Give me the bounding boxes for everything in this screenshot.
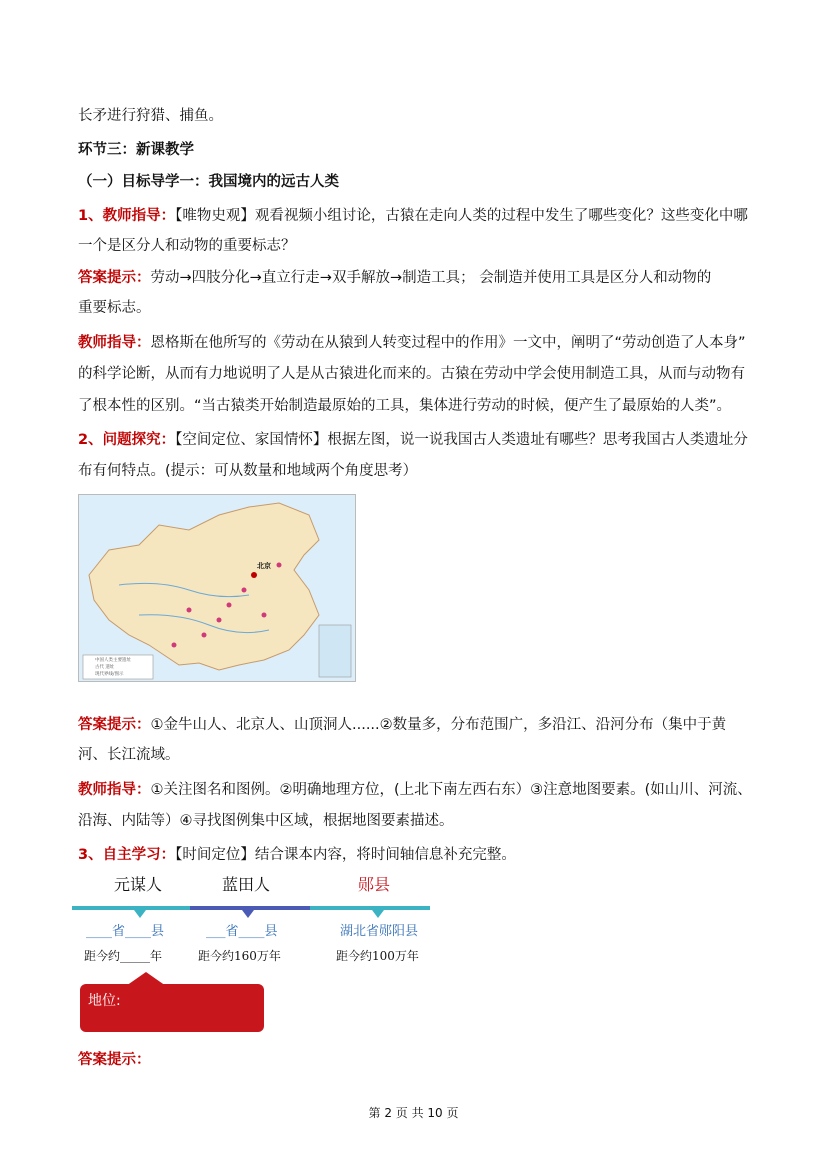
map-site <box>251 572 257 578</box>
timeline-location: 湖北省郧阳县 <box>340 924 419 939</box>
text-line: 沿海、内陆等）④寻找图例集中区域，根据地图要素描述。 <box>78 813 454 829</box>
map-site <box>217 618 222 623</box>
text: 【时间定位】结合课本内容，将时间轴信息补充完整。 <box>175 847 516 863</box>
timeline-label: 蓝田人 <box>222 875 271 894</box>
text-line <box>78 845 516 865</box>
text-line <box>78 780 752 800</box>
text-line <box>78 333 746 353</box>
label: 答案提示： <box>78 717 151 733</box>
text-line <box>78 1050 151 1070</box>
timeline-location: ___省____县 <box>206 924 278 939</box>
map-legend-item: 中国人类主要遗址 <box>95 658 131 663</box>
timeline-date: 距今约_____年 <box>84 949 163 963</box>
map-site <box>227 603 232 608</box>
text: 【空间定位、家国情怀】根据左图，说一说我国古人类遗址有哪些？思考我国古人类遗址分 <box>175 432 748 448</box>
map-site <box>172 643 177 648</box>
label: 2、问题探究： <box>78 432 176 448</box>
text: 【唯物史观】观看视频小组讨论，古猿在走向人类的过程中发生了哪些变化？这些变化中哪 <box>175 208 748 224</box>
text-line <box>78 430 748 450</box>
label: 教师指导： <box>78 782 151 798</box>
china-map <box>78 494 356 682</box>
map-site <box>262 613 267 618</box>
page-footer: 第 2 页 共 10 页 <box>368 1106 459 1120</box>
timeline-marker <box>372 910 384 918</box>
text-line: 布有何特点。(提示：可从数量和地域两个角度思考） <box>78 463 418 479</box>
timeline-marker <box>134 910 146 918</box>
text-line: 长矛进行狩猎、捕鱼。 <box>78 108 223 124</box>
map-capital-label: 北京 <box>257 562 271 570</box>
text: 恩格斯在他所写的《劳动在从猿到人转变过程中的作用》一文中，阐明了“劳动创造了人本身” <box>150 335 746 351</box>
text-line: 重要标志。 <box>78 300 151 316</box>
section-heading: 环节三：新课教学 <box>78 142 194 158</box>
text-line <box>78 268 711 288</box>
map-site <box>242 588 247 593</box>
timeline-marker <box>242 910 254 918</box>
map-legend-item: 现代界线/图示 <box>95 672 124 677</box>
position-callout <box>80 984 264 1032</box>
timeline-label: 郧县 <box>358 875 391 894</box>
map-site <box>187 608 192 613</box>
text-line: 了根本性的区别。“当古猿类开始制造最原始的工具，集体进行劳动的时候，便产生了最原始的人类”。 <box>78 398 732 414</box>
timeline-date: 距今约100万年 <box>336 949 419 963</box>
position-label: 地位: <box>88 993 121 1009</box>
label: 答案提示： <box>78 1052 151 1068</box>
map-site <box>202 633 207 638</box>
map-site <box>277 563 282 568</box>
subsection-heading: （一）目标导学一：我国境内的远古人类 <box>78 174 339 190</box>
text-line <box>78 206 748 226</box>
timeline <box>72 872 452 972</box>
timeline-segment <box>310 906 430 910</box>
text: ①金牛山人、北京人、山顶洞人......②数量多，分布范围广，多沿江、沿河分布（集中于黄 <box>150 717 727 733</box>
text-line: 的科学论断，从而有力地说明了人是从古猿进化而来的。古猿在劳动中学会使用制造工具，从而与动物有 <box>78 366 745 382</box>
label: 教师指导： <box>78 335 151 351</box>
timeline-label: 元谋人 <box>114 875 163 894</box>
timeline-date: 距今约160万年 <box>198 949 281 963</box>
label: 1、教师指导： <box>78 208 176 224</box>
map-legend-item: 古代 遗址 <box>95 665 115 670</box>
text-line: 一个是区分人和动物的重要标志？ <box>78 238 296 254</box>
timeline-location: ____省____县 <box>86 924 165 939</box>
timeline-segment <box>72 906 190 910</box>
text: ①关注图名和图例。②明确地理方位，(上北下南左西右东）③注意地图要素。(如山川、河流、 <box>150 782 752 798</box>
map-graphic <box>79 495 355 681</box>
text-line <box>78 715 726 735</box>
label: 答案提示： <box>78 270 151 286</box>
text-line: 河、长江流域。 <box>78 747 180 763</box>
text: 劳动→四肢分化→直立行走→双手解放→制造工具； 会制造并使用工具是区分人和动物的 <box>150 270 712 286</box>
label: 3、自主学习： <box>78 847 176 863</box>
